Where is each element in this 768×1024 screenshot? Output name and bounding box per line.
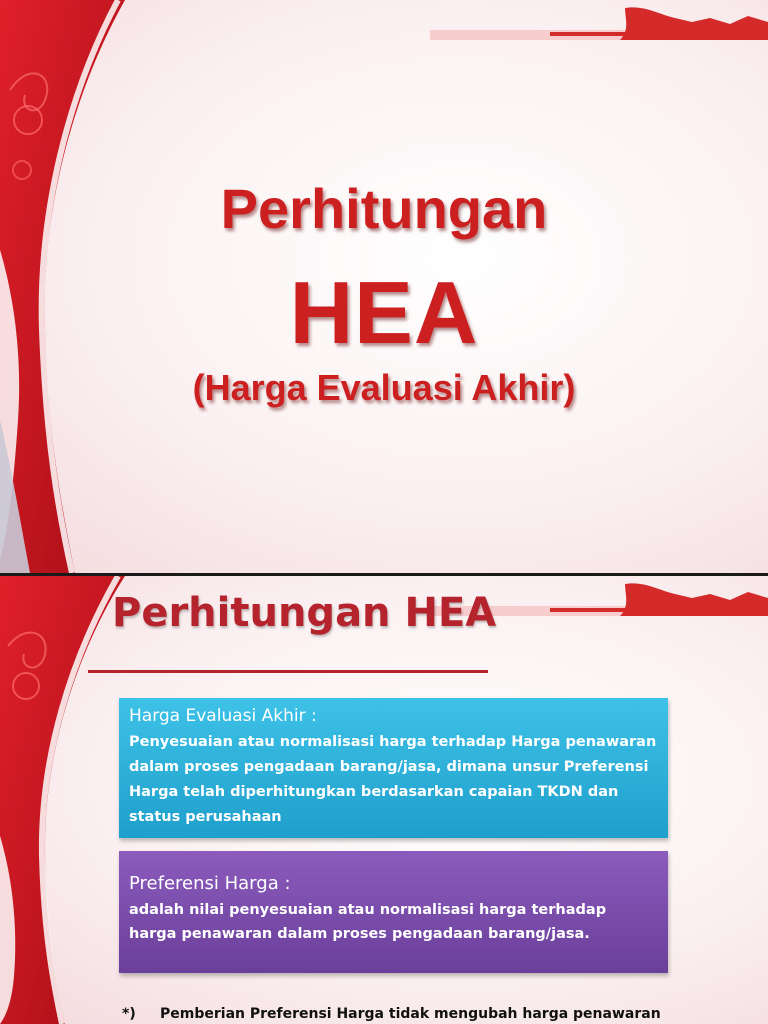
title-line-1: Perhitungan [220, 177, 548, 240]
box-body-text: Penyesuaian atau normalisasi harga terhadap Harga penawaran dalam proses pengadaan barang/jasa, dimana unsur Preferensi Harga telah diperhitungkan berdasarkan capaian TKDN dan status perusahaan [129, 734, 657, 825]
footnote-marker: *) [122, 1006, 136, 1022]
box-heading: Harga Evaluasi Akhir : [129, 706, 317, 726]
definition-box-hea [119, 698, 668, 838]
content-slide [0, 576, 768, 1024]
title-line-2: HEA [289, 263, 479, 362]
box-heading: Preferensi Harga : [129, 873, 291, 894]
title-line-3: (Harga Evaluasi Akhir) [192, 367, 576, 408]
footnote [122, 1006, 742, 1022]
box-body-text: adalah nilai penyesuaian atau normalisasi harga terhadap harga penawaran dalam proses pengadaan barang/jasa. [129, 902, 607, 942]
footnote-text: Pemberian Preferensi Harga tidak mengubah harga penawaran [160, 1006, 661, 1022]
slide-title: Perhitungan HEA [112, 590, 497, 636]
definition-box-preferensi [119, 851, 668, 973]
title-underline [88, 670, 488, 673]
indonesia-map-decoration [430, 0, 768, 48]
